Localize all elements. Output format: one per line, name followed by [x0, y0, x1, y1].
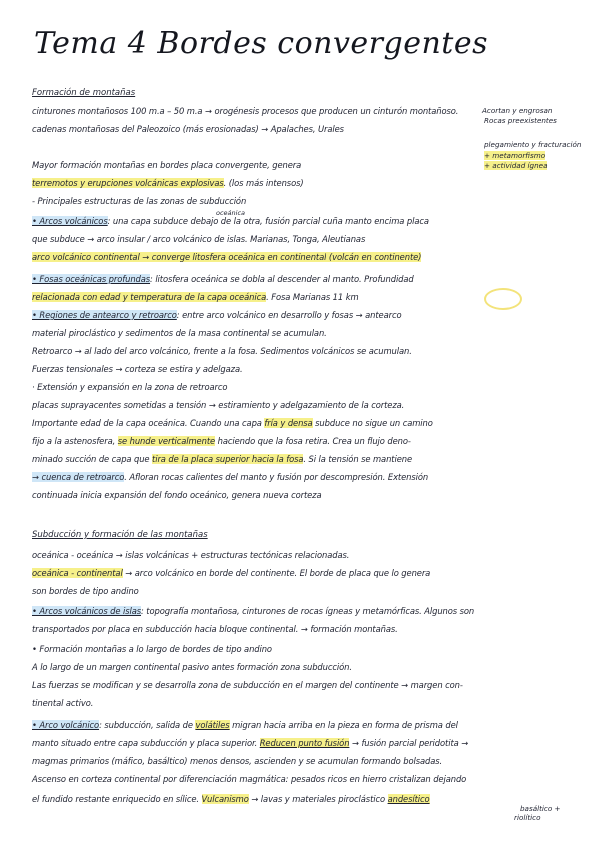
text-line: - Principales estructuras de las zonas de subducción	[32, 196, 247, 206]
text-span: : una capa subduce debajo de la otra, fusión parcial cuña manto encima placa	[107, 216, 429, 226]
text-span: subduce no sigue un camino	[312, 418, 433, 428]
highlight: arco volcánico continental → converge litosfera oceánica en continental	[32, 252, 327, 262]
text-line	[32, 454, 412, 465]
text-span: : litosfera oceánica se dobla al descender al manto. Profundidad	[150, 274, 414, 284]
text-line	[32, 178, 304, 189]
text-line: tinental activo.	[32, 698, 94, 708]
text-line	[32, 436, 411, 447]
section-heading-subduccion: Subducción y formación de las montañas	[32, 530, 208, 540]
term-arcos-volcanicos: • Arcos volcánicos	[32, 216, 108, 226]
text-line: Fuerzas tensionales → corteza se estira y adelgaza.	[32, 364, 243, 374]
text-span: minado succión de capa que	[32, 454, 153, 464]
side-note: Rocas preexistentes	[484, 116, 557, 125]
highlight: relacionada con edad y temperatura de la capa oceánica	[32, 292, 267, 302]
text-span: : subducción, salida de	[99, 720, 196, 730]
text-line	[32, 274, 414, 285]
text-span: : topografía montañosa, cinturones de rocas ígneas y metamórficas. Algunos son	[141, 606, 475, 616]
text-span: manto situado entre capa subducción y placa superior.	[32, 738, 260, 748]
highlight: andesítico	[387, 794, 430, 804]
side-note: riolítico	[514, 813, 541, 822]
text-line	[32, 418, 433, 429]
text-line	[32, 310, 402, 321]
highlight: fría y densa	[264, 418, 313, 428]
text-line: • Formación montañas a lo largo de bordes de tipo andino	[32, 644, 272, 654]
highlight: → cuenca de retroarco	[32, 472, 125, 482]
text-line: Mayor formación montañas en bordes placa convergente, genera	[32, 160, 302, 170]
text-line: cinturones montañosos 100 m.a – 50 m.a → orogénesis procesos que producen un cinturón montañoso.	[32, 106, 459, 116]
text-span: : entre arco volcánico en desarrollo y fosas → antearco	[176, 310, 402, 320]
text-line: que subduce → arco insular / arco volcánico de islas. Marianas, Tonga, Aleutianas	[32, 234, 366, 244]
text-line	[32, 720, 458, 731]
highlight: terremotos y erupciones volcánicas explosivas	[32, 178, 224, 188]
text-span: → fusión parcial peridotita →	[349, 738, 469, 748]
highlight: oceánica - continental	[32, 568, 123, 578]
highlight: tira de la placa superior hacia la fosa	[152, 454, 304, 464]
text-line: A lo largo de un margen continental pasivo antes formación zona subducción.	[32, 662, 352, 672]
highlight: (volcán en continente)	[326, 252, 422, 262]
text-line: material piroclástico y sedimentos de la masa continental se acumulan.	[32, 328, 327, 338]
text-line	[32, 472, 428, 483]
side-note: plegamiento y fracturación	[484, 140, 582, 149]
text-line	[32, 738, 468, 749]
text-line	[32, 606, 474, 617]
side-note: basáltico +	[520, 804, 561, 813]
text-span: fijo a la astenosfera,	[32, 436, 118, 446]
text-line	[32, 292, 359, 303]
text-line: Ascenso en corteza continental por diferenciación magmática: pesados ricos en hierro cristalizan dejando	[32, 774, 467, 784]
text-line: magmas primarios (máfico, basáltico) menos densos, ascienden y se acumulan formando bolsadas.	[32, 756, 443, 766]
text-line: Las fuerzas se modifican y se desarrolla zona de subducción en el margen del continente → margen con-	[32, 680, 463, 690]
highlight: Reducen punto fusión	[259, 738, 350, 748]
side-note: + metamorfismo	[484, 151, 546, 160]
text-line: oceánica - oceánica → islas volcánicas + estructuras tectónicas relacionadas.	[32, 550, 350, 560]
text-span: . Fosa Marianas 11 km	[266, 292, 359, 302]
text-span: . Afloran rocas calientes del manto y fusión por descompresión. Extensión	[124, 472, 429, 482]
text-line: placas suprayacentes sometidas a tensión → estiramiento y adelgazamiento de la corteza.	[32, 400, 405, 410]
highlight: se hunde verticalmente	[117, 436, 216, 446]
page-title: Tema 4 Bordes convergentes	[34, 26, 488, 61]
text-line: transportados por placa en subducción hacia bloque continental. → formación montañas.	[32, 624, 398, 634]
text-span: el fundido restante enriquecido en sílice.	[32, 794, 202, 804]
text-span: Importante edad de la capa oceánica. Cuando una capa	[32, 418, 265, 428]
text-line: son bordes de tipo andino	[32, 586, 139, 596]
text-line: · Extensión y expansión en la zona de retroarco	[32, 382, 228, 392]
text-span: haciendo que la fosa retira. Crea un flujo deno-	[215, 436, 411, 446]
text-line: cadenas montañosas del Paleozoico (más erosionadas) → Apalaches, Urales	[32, 124, 344, 134]
section-heading-montanas: Formación de montañas	[32, 88, 136, 98]
text-span: . Si la tensión se mantiene	[303, 454, 413, 464]
highlight: volátiles	[195, 720, 230, 730]
side-note: Acortan y engrosan	[482, 106, 553, 115]
term-fosas: • Fosas oceánicas profundas	[32, 274, 151, 284]
text-span: . (los más intensos)	[223, 178, 304, 188]
term-antearco: • Regiones de antearco y retroarco	[32, 310, 177, 320]
text-line: continuada inicia expansión del fondo oceánico, genera nueva corteza	[32, 490, 322, 500]
text-line	[32, 252, 421, 263]
highlight: Vulcanismo	[201, 794, 249, 804]
term-arcos-islas: • Arcos volcánicos de islas	[32, 606, 142, 616]
annotation-oceanica: oceánica	[216, 209, 246, 217]
text-span: → arco volcánico en borde del continente. El borde de placa que lo genera	[122, 568, 431, 578]
text-span: migran hacia arriba en la pieza en forma de prisma del	[229, 720, 458, 730]
text-line	[32, 568, 430, 579]
circle-mark	[484, 288, 522, 310]
side-note: + actividad ígnea	[484, 161, 548, 170]
text-line: Retroarco → al lado del arco volcánico, frente a la fosa. Sedimentos volcánicos se acumulan.	[32, 346, 412, 356]
text-line	[32, 216, 429, 227]
term-arco-volcanico: • Arco volcánico	[32, 720, 100, 730]
text-line	[32, 794, 430, 805]
text-span: → lavas y materiales piroclástico	[248, 794, 388, 804]
